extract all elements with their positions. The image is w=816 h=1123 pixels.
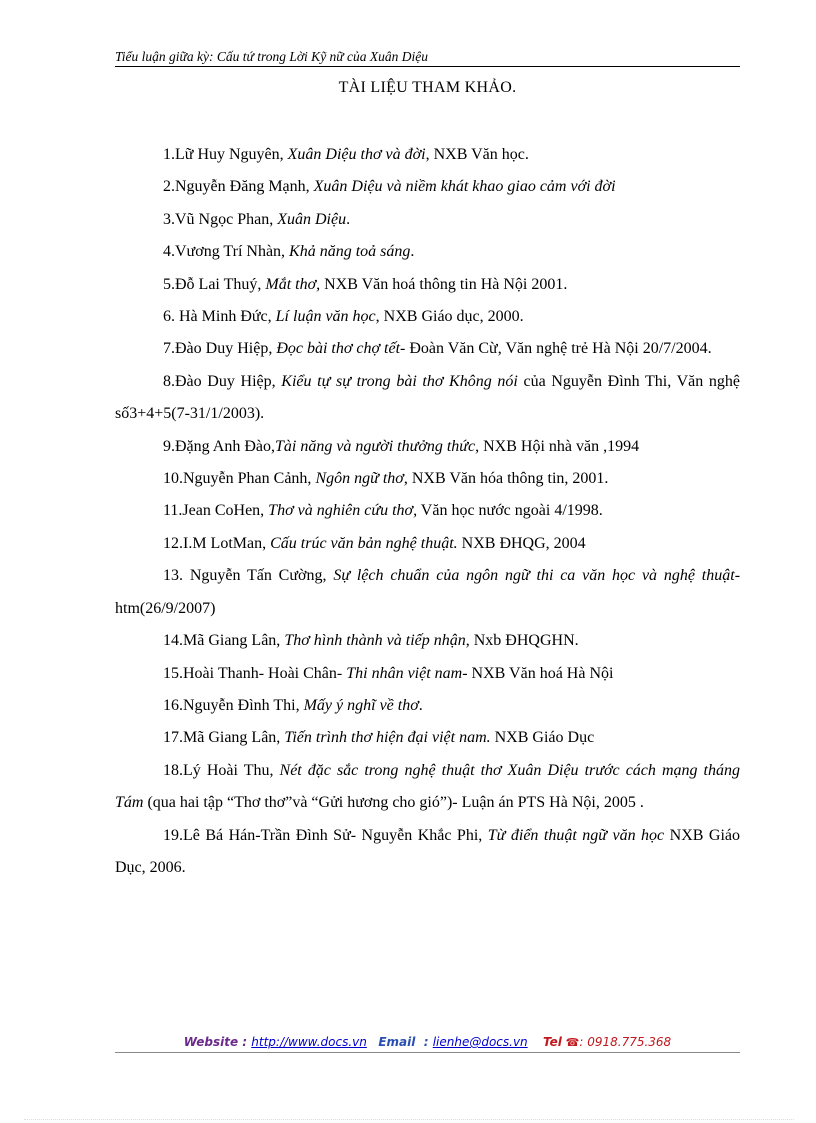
reference-author: 12.I.M LotMan, [163, 534, 271, 552]
reference-publisher: (qua hai tập “Thơ thơ”và “Gửi hương cho gió”)- Luận án PTS Hà Nội, 2005 . [143, 794, 644, 812]
reference-title: Xuân Diệu và niềm khát khao giao cảm với đời [313, 178, 616, 196]
reference-item [115, 625, 740, 657]
reference-item [115, 333, 740, 365]
reference-title: Kiểu tự sự trong bài thơ Không nói [281, 372, 518, 390]
reference-list [115, 139, 740, 884]
reference-author: 2.Nguyễn Đăng Mạnh, [163, 178, 314, 196]
page-header [115, 49, 740, 67]
reference-author: 18.Lý Hoài Thu, [163, 761, 280, 779]
reference-author: 11.Jean CoHen, [163, 502, 269, 520]
reference-publisher: , NXB Văn hóa thông tin, 2001. [403, 470, 609, 488]
reference-publisher: Văn học nước ngoài 4/1998. [417, 502, 603, 520]
reference-publisher: NXB ĐHQG, 2004 [457, 534, 586, 552]
email-label: Email [378, 1035, 416, 1049]
reference-publisher: của Nguyễn Đình Thi, Văn nghệ số3+4+5(7-31/1/2003). [115, 372, 741, 423]
reference-author: 3.Vũ Ngọc Phan, [163, 210, 278, 228]
reference-item [115, 722, 740, 754]
reference-publisher: NXB Giáo Dục [490, 729, 595, 747]
reference-title: Tiến trình thơ hiện đại việt nam. [284, 729, 491, 747]
reference-publisher: - Đoàn Văn Cừ, Văn nghệ trẻ Hà Nội 20/7/2004. [400, 340, 712, 358]
reference-author: 7.Đào Duy Hiệp, [163, 340, 277, 358]
reference-title: Mắt thơ, [265, 275, 321, 293]
header-text: Tiểu luận giữa kỳ: Cấu tứ trong Lời Kỹ nữ của Xuân Diệu [115, 49, 429, 64]
reference-author: 9.Đặng Anh Đào, [163, 437, 275, 455]
website-link[interactable]: http://www.docs.vn [251, 1035, 367, 1049]
reference-author: 1.Lữ Huy Nguyên, [163, 146, 288, 163]
reference-title: Mấy ý nghĩ về thơ [303, 696, 419, 714]
reference-publisher: , NXB Văn học. [425, 146, 529, 163]
reference-author: 4.Vương Trí Nhàn, [163, 243, 290, 261]
reference-publisher: , NXB Giáo dục, 2000. [375, 308, 524, 326]
reference-item [115, 658, 740, 690]
reference-item [115, 139, 740, 171]
reference-title: Xuân Diệu [277, 210, 347, 228]
reference-title: Nét đặc sắc trong nghệ thuật thơ Xuân Diệu trước cách mạng tháng Tám [115, 761, 741, 812]
reference-author: 15.Hoài Thanh- Hoài Chân- [163, 664, 347, 682]
reference-title: Thi nhân việt nam [346, 664, 463, 682]
reference-author: 16.Nguyễn Đình Thi, [163, 696, 304, 714]
page-edge [24, 1119, 794, 1120]
reference-title: Sự lệch chuẩn của ngôn ngữ thi ca văn học và nghệ thuật [333, 567, 735, 585]
reference-author: 10.Nguyễn Phan Cảnh, [163, 470, 316, 488]
phone-icon: ☎ [565, 1036, 580, 1049]
reference-author: 5.Đỗ Lai Thuý, [163, 275, 266, 293]
reference-publisher: , Nxb ĐHQGHN. [465, 632, 579, 650]
reference-title: Tài năng và người thưởng thức [274, 437, 476, 455]
reference-author: 8.Đào Duy Hiệp, [163, 372, 282, 390]
reference-author: 17.Mã Giang Lân, [163, 729, 285, 747]
reference-title: Khả năng toả sáng [289, 243, 411, 261]
reference-publisher: - NXB Văn hoá Hà Nội [462, 664, 614, 682]
reference-author: 6. Hà Minh Đức, [163, 308, 276, 326]
reference-title: Đọc bài thơ chợ tết [276, 340, 401, 358]
reference-item [115, 269, 740, 301]
reference-title: Từ điển thuật ngữ văn học [487, 826, 665, 844]
reference-item [115, 463, 740, 495]
reference-item [115, 301, 740, 333]
reference-item [115, 171, 740, 203]
reference-publisher: - htm(26/9/2007) [115, 567, 741, 617]
reference-item [115, 820, 740, 885]
reference-item [115, 204, 740, 236]
reference-title: Thơ hình thành và tiếp nhận [284, 632, 466, 650]
reference-item [115, 755, 740, 820]
reference-publisher: . [346, 210, 351, 228]
reference-item [115, 236, 740, 268]
page-footer: Website : http://www.docs.vn Email : lienhe@docs.vn Tel ☎: 0918.775.368 [183, 1035, 672, 1049]
reference-item [115, 366, 740, 431]
website-label: Website [183, 1035, 239, 1049]
reference-title: Thơ và nghiên cứu thơ, [268, 502, 418, 520]
reference-title: Xuân Diệu thơ và đời [287, 146, 426, 163]
reference-item [115, 495, 740, 527]
reference-publisher: . [418, 696, 423, 714]
reference-item [115, 690, 740, 722]
reference-item [115, 560, 740, 625]
reference-publisher: , NXB Hội nhà văn ,1994 [475, 437, 640, 455]
email-link[interactable]: lienhe@docs.vn [432, 1035, 528, 1049]
reference-author: 19.Lê Bá Hán-Trần Đình Sử- Nguyễn Khắc Phi, [163, 826, 488, 844]
reference-title: Ngôn ngữ thơ [315, 470, 404, 488]
phone-number: : 0918.775.368 [579, 1035, 672, 1049]
reference-title: Cấu trúc văn bản nghệ thuật. [270, 534, 458, 552]
reference-publisher: NXB Giáo Dục, 2006. [115, 826, 740, 876]
tel-label: Tel [542, 1035, 562, 1049]
page-title: TÀI LIỆU THAM KHẢO. [338, 79, 517, 96]
reference-publisher: . [410, 243, 415, 261]
footer-divider [115, 1052, 740, 1053]
reference-publisher: NXB Văn hoá thông tin Hà Nội 2001. [320, 275, 568, 293]
reference-item [115, 528, 740, 560]
reference-item [115, 431, 740, 463]
reference-author: 13. Nguyễn Tấn Cường, [163, 567, 334, 585]
reference-author: 14.Mã Giang Lân, [163, 632, 285, 650]
reference-title: Lí luận văn học [275, 308, 376, 326]
